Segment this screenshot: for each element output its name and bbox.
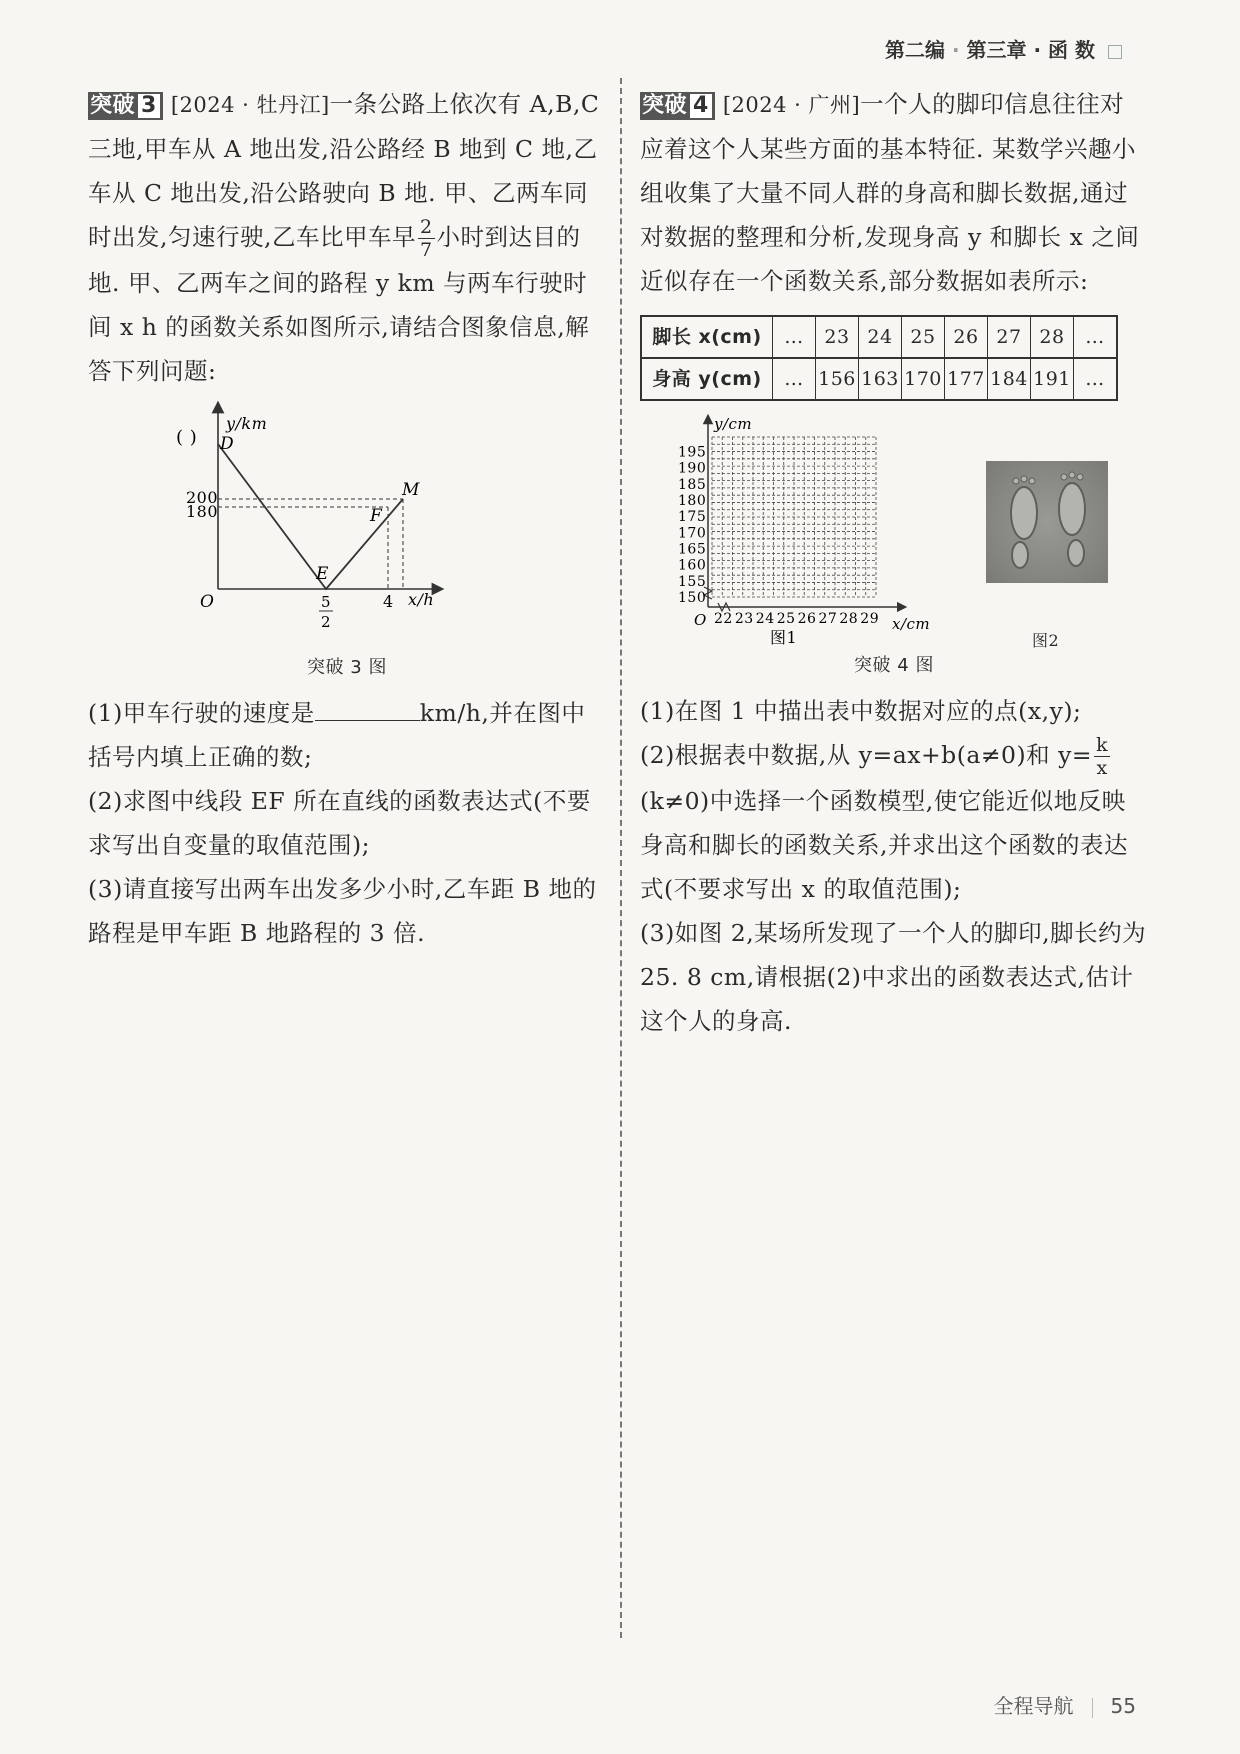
fraction: $\frac{2}{7}$: [419, 216, 433, 261]
y-axis-label: y/cm: [714, 415, 753, 433]
page-number: 55: [1110, 1694, 1136, 1718]
y-tick-label: 190: [678, 460, 707, 477]
footprint-icon: [986, 461, 1108, 583]
y-tick-label: 160: [678, 557, 707, 574]
table-header-height: 身高 y(cm): [641, 358, 773, 400]
y-tick-label: 155: [678, 573, 707, 590]
fraction: $\frac{k}{x}$: [1096, 734, 1109, 779]
figure-1-label: 图1: [770, 628, 798, 647]
y-tick-label: 185: [678, 476, 707, 493]
x-tick-label: 25: [776, 611, 796, 627]
figure-2-label: 图2: [1032, 631, 1060, 650]
x-tick-label: 24: [755, 611, 775, 627]
x-tick-label: 27: [818, 611, 838, 627]
origin-label: O: [200, 592, 215, 612]
question-2: (2)根据表中数据,从 y=ax+b(a≠0)和 y= $\frac{k}{x}$ (k≠0)中选择一个函数模型,使它能近似地反映身高和脚长的函数关系,并求出这个函数的表达式(不要求写出 x 的取值范围);: [640, 734, 1128, 903]
point-e: E: [316, 564, 329, 584]
x-tick-label: 29: [860, 611, 880, 627]
point-f: F: [370, 506, 383, 526]
x-tick-label: 23: [734, 611, 754, 627]
axis-break-icon: [718, 603, 730, 611]
x-tick-label: 26: [797, 611, 817, 627]
problem-tag: 突破 4: [640, 92, 715, 120]
table-row: 脚长 x(cm) … 23 24 25 26 27 28 …: [641, 316, 1117, 358]
figure-caption: 突破 4 图: [854, 655, 934, 676]
stem-text: 一个人的脚印信息往往对应着这个人某些方面的基本特征. 某数学兴趣小组收集了大量不同人群的身高和脚长数据,通过对数据的整理和分析,发现身高 y 和脚长 x 之间近似存在一个函数关系,部分数据如表所示:: [640, 90, 1140, 295]
x-tick-label: 28: [839, 611, 859, 627]
grid-figure-1: [640, 407, 940, 647]
y-tick-200: 200: [186, 488, 219, 507]
question-3: (3)请直接写出两车出发多少小时,乙车距 B 地的路程是甲车距 B 地路程的 3 倍.: [88, 875, 597, 947]
problem-tag: 突破 3: [88, 92, 163, 120]
y-tick-180: 180: [186, 502, 219, 521]
question-2: (2)求图中线段 EF 所在直线的函数表达式(不要求写出自变量的取值范围);: [88, 787, 591, 859]
table-row: 身高 y(cm) … 156 163 170 177 184 191 …: [641, 358, 1117, 400]
problem-3-stem: [88, 82, 606, 393]
x-tick-label: 22: [714, 611, 733, 627]
question-1: (1)在图 1 中描出表中数据对应的点(x,y);: [640, 697, 1082, 725]
problem-4: [640, 82, 1148, 1043]
table-header-foot: 脚长 x(cm): [641, 316, 773, 358]
y-axis-label: y/km: [226, 414, 268, 433]
figure-row: [640, 407, 1148, 650]
question-1: (1)甲车行驶的速度是 km/h,并在图中括号内填上正确的数;: [88, 691, 606, 779]
figure-caption: 突破 3 图: [307, 657, 387, 678]
y-tick-label: 195: [678, 444, 707, 461]
stem-text-b: 小时到达目的地. 甲、乙两车之间的路程 y km 与两车行驶时间 x h 的函数关系如图所示,请结合图象信息,解答下列问题:: [88, 223, 590, 385]
data-table: [640, 315, 1118, 401]
column-divider: [620, 78, 622, 1638]
distance-time-graph: [88, 399, 606, 649]
point-m: M: [402, 480, 420, 500]
footprint-photo: [986, 461, 1108, 583]
y-tick-label: 165: [678, 541, 707, 558]
problem-source: [2024 · 广州]: [722, 93, 861, 117]
origin-label: O: [694, 611, 707, 629]
problem-4-stem: [640, 82, 1148, 303]
x-tick-frac-n: 5: [321, 593, 332, 611]
y-tick-label: 150: [678, 590, 707, 606]
answer-blank[interactable]: [315, 692, 420, 721]
y-tick-label: 175: [678, 509, 707, 526]
x-tick-4: 4: [383, 592, 394, 611]
stem-text-a: 一条公路上依次有 A,B,C 三地,甲车从 A 地出发,沿公路经 B 地到 C 地,乙车从 C 地出发,沿公路驶向 B 地. 甲、乙两车同时出发,匀速行驶,乙车比甲车早: [88, 90, 600, 251]
x-axis-label: x/cm: [892, 615, 931, 633]
header-chapter: 第三章 · 函 数: [966, 38, 1096, 62]
x-axis-label: x/h: [408, 590, 435, 609]
header-part: 第二编: [885, 38, 945, 62]
problem-3: [88, 82, 606, 955]
footer-brand: 全程导航: [993, 1694, 1074, 1718]
problem-source: [2024 · 牡丹江]: [170, 93, 330, 117]
point-d: D: [220, 434, 235, 454]
y-tick-label: 180: [678, 493, 707, 510]
blank-bracket: ( ): [176, 427, 198, 448]
x-tick-frac-d: 2: [321, 613, 332, 631]
y-tick-label: 170: [678, 525, 707, 542]
page-footer: [994, 1690, 1136, 1719]
question-3: (3)如图 2,某场所发现了一个人的脚印,脚长约为 25. 8 cm,请根据(2)中求出的函数表达式,估计这个人的身高.: [640, 919, 1147, 1035]
checkbox-icon: [1108, 45, 1122, 59]
page-header: 第二编 · 第三章 · 函 数: [885, 34, 1122, 63]
